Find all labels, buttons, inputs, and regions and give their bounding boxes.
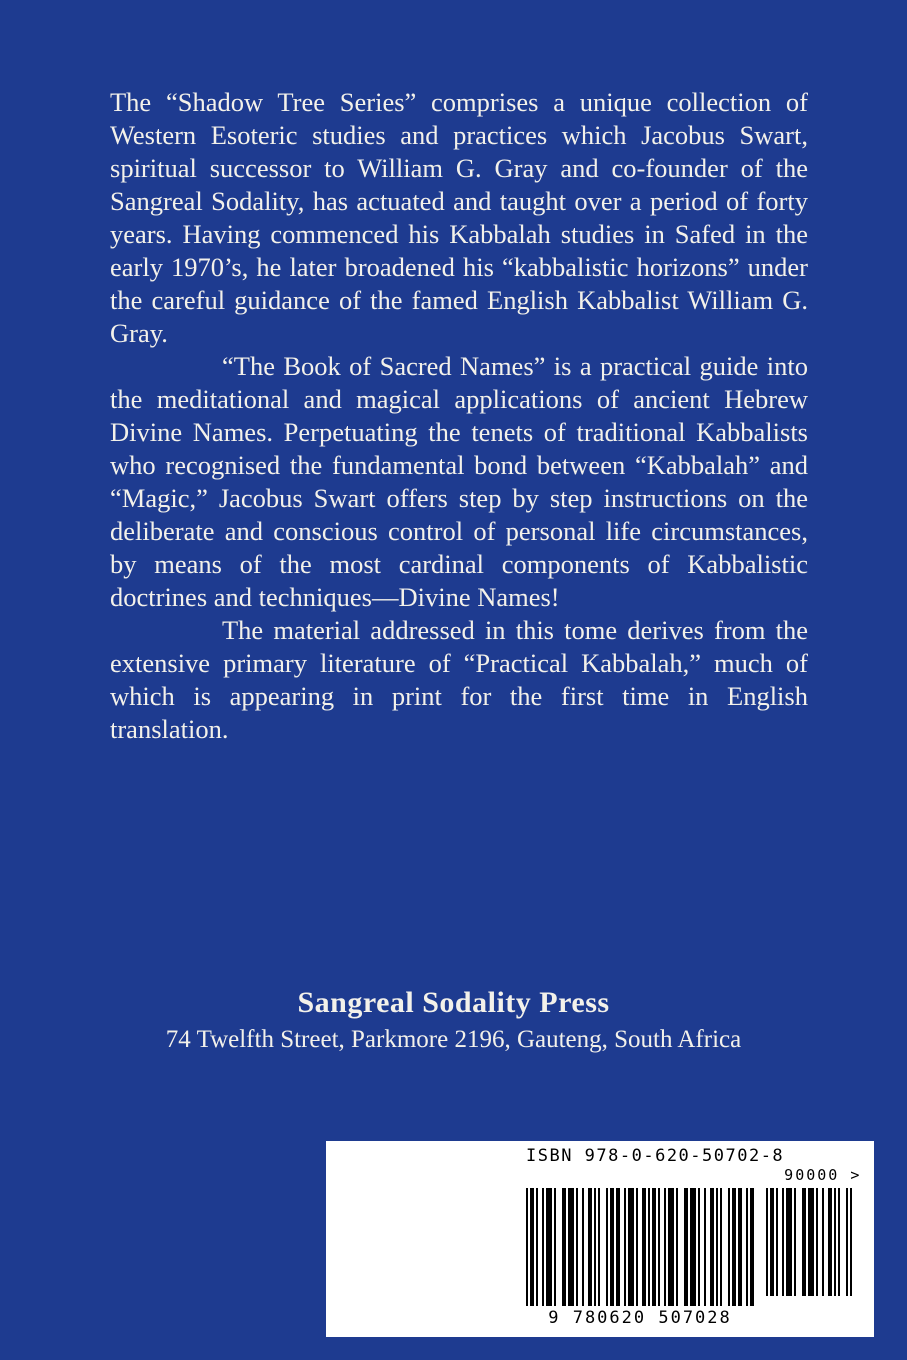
barcode-digits: 9 780620 507028 [548, 1308, 732, 1328]
barcode-bars-row [526, 1188, 856, 1306]
barcode-panel [326, 1141, 874, 1337]
barcode-addon-label: 90000 > [784, 1166, 862, 1184]
blurb-paragraph-2: “The Book of Sacred Names” is a practical guide into the meditational and magical applications of ancient Hebrew Divine Names. Perpetuating the tenets of traditional Kabbalists who recognised the fundamental bond between “Kabbalah” and “Magic,” Jacobus Swart offers step by step instructions on the deliberate and conscious control of personal life circumstances, by means of the most cardinal components of Kabbalistic doctrines and techniques—Divine Names! [110, 351, 808, 612]
blurb-paragraph-1: The “Shadow Tree Series” comprises a unique collection of Western Esoteric studies and practices which Jacobus Swart, spiritual successor to William G. Gray and co-founder of the Sangreal Sodality, has actuated and taught over a period of forty years. Having commenced his Kabbalah studies in Safed in the early 1970’s, he later broadened his “kabbalistic horizons” under the careful guidance of the famed English Kabbalist William G. Gray. [110, 87, 808, 348]
publisher-name: Sangreal Sodality Press [297, 986, 610, 1019]
publisher-address: 74 Twelfth Street, Parkmore 2196, Gauteng, South Africa [165, 1026, 742, 1053]
isbn-label: ISBN 978-0-620-50702-8 [526, 1146, 785, 1166]
ean-barcode [526, 1188, 754, 1306]
barcode-labels [526, 1146, 862, 1184]
back-cover-blurb [110, 86, 808, 746]
barcode-inner [526, 1146, 862, 1332]
ean-addon-barcode [766, 1188, 852, 1296]
publisher-block [0, 986, 907, 1054]
blurb-paragraph-3: The material addressed in this tome derives from the extensive primary literature of “Practical Kabbalah,” much of which is appearing in print for the first time in English translation. [110, 615, 808, 744]
